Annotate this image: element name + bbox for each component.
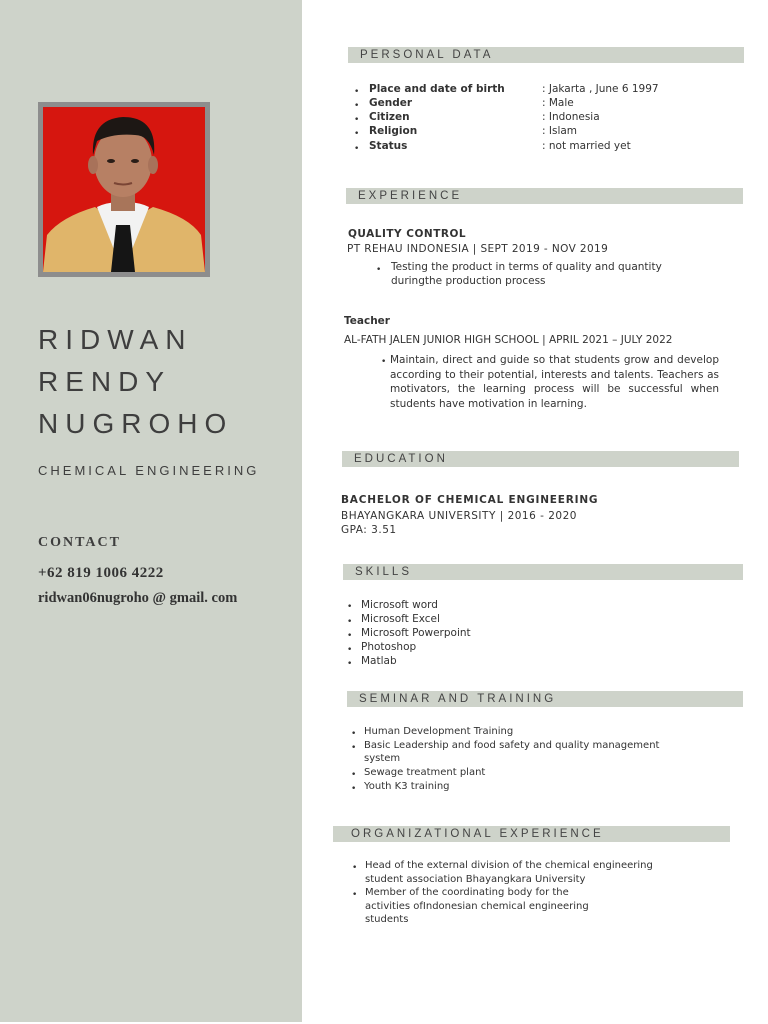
education-degree: BACHELOR OF CHEMICAL ENGINEERING <box>341 494 599 506</box>
seminar-item-continued: system <box>364 753 401 764</box>
job-description-line: duringthe production process <box>391 275 546 287</box>
personal-value-citizen: : Indonesia <box>542 111 600 123</box>
bullet-icon: • <box>376 265 382 275</box>
profile-photo-frame <box>38 102 210 277</box>
section-heading-organizational: ORGANIZATIONAL EXPERIENCE <box>333 826 730 842</box>
bullet-icon: • <box>381 357 387 367</box>
bullet-icon: • <box>352 890 358 900</box>
personal-label-birth: Place and date of birth <box>369 83 505 95</box>
bullet-icon: • <box>354 115 360 125</box>
job-title: Teacher <box>344 315 390 327</box>
organization-item: Head of the external division of the chemical engineering <box>365 860 653 871</box>
education-school: BHAYANGKARA UNIVERSITY | 2016 - 2020 <box>341 510 577 522</box>
major-title: CHEMICAL ENGINEERING <box>38 463 260 478</box>
personal-label-religion: Religion <box>369 125 418 137</box>
seminar-item: Human Development Training <box>364 726 514 737</box>
seminar-item: Youth K3 training <box>364 781 450 792</box>
contact-heading: CONTACT <box>38 535 121 550</box>
bullet-icon: • <box>351 770 357 780</box>
organization-item-continued: students <box>365 914 409 925</box>
bullet-icon: • <box>354 101 360 111</box>
bullet-icon: • <box>347 645 353 655</box>
skill-item: Microsoft word <box>361 599 438 611</box>
phone-number: +62 819 1006 4222 <box>38 565 164 581</box>
sidebar <box>0 0 302 1022</box>
email-address: ridwan06nugroho @ gmail. com <box>38 590 238 606</box>
bullet-icon: • <box>347 631 353 641</box>
job-company: AL-FATH JALEN JUNIOR HIGH SCHOOL | APRIL 2021 – JULY 2022 <box>344 334 673 346</box>
section-heading-seminar: SEMINAR AND TRAINING <box>347 691 743 707</box>
seminar-item: Sewage treatment plant <box>364 767 486 778</box>
bullet-icon: • <box>351 729 357 739</box>
personal-value-gender: : Male <box>542 97 574 109</box>
skill-item: Matlab <box>361 655 397 667</box>
bullet-icon: • <box>347 659 353 669</box>
skill-item: Microsoft Powerpoint <box>361 627 471 639</box>
bullet-icon: • <box>351 784 357 794</box>
personal-value-status: : not married yet <box>542 140 631 152</box>
bullet-icon: • <box>347 617 353 627</box>
job-title: QUALITY CONTROL <box>348 228 467 240</box>
job-company: PT REHAU INDONESIA | SEPT 2019 - NOV 2019 <box>347 243 609 255</box>
organization-item-continued: student association Bhayangkara University <box>365 874 586 885</box>
name-line-first: RIDWAN <box>38 324 193 355</box>
section-heading-skills: SKILLS <box>343 564 743 580</box>
seminar-item: Basic Leadership and food safety and quality management <box>364 740 660 751</box>
bullet-icon: • <box>354 144 360 154</box>
job-description-line: Testing the product in terms of quality and quantity <box>391 261 662 273</box>
personal-value-religion: : Islam <box>542 125 578 137</box>
personal-value-birth: : Jakarta , June 6 1997 <box>542 83 659 95</box>
section-heading-education: EDUCATION <box>342 451 739 467</box>
organization-item: Member of the coordinating body for the <box>365 887 569 898</box>
personal-label-citizen: Citizen <box>369 111 410 123</box>
personal-label-gender: Gender <box>369 97 413 109</box>
profile-photo <box>43 107 205 272</box>
bullet-icon: • <box>352 863 358 873</box>
portrait-illustration <box>43 107 205 272</box>
bullet-icon: • <box>354 87 360 97</box>
bullet-icon: • <box>351 743 357 753</box>
skill-item: Microsoft Excel <box>361 613 440 625</box>
section-heading-experience: EXPERIENCE <box>346 188 743 204</box>
skill-item: Photoshop <box>361 641 417 653</box>
personal-label-status: Status <box>369 140 408 152</box>
education-gpa: GPA: 3.51 <box>341 524 397 536</box>
bullet-icon: • <box>347 602 353 612</box>
name-line-middle: RENDY <box>38 366 172 397</box>
name-line-last: NUGROHO <box>38 408 234 439</box>
organization-item-continued: activities ofIndonesian chemical engineering <box>365 901 589 912</box>
job-description: Maintain, direct and guide so that students grow and develop according to their potential, interests and talents. Teachers as motivators, the learning process will be successful when students have motivation in learning. <box>390 354 719 410</box>
section-heading-personal-data: PERSONAL DATA <box>348 47 744 63</box>
bullet-icon: • <box>354 129 360 139</box>
